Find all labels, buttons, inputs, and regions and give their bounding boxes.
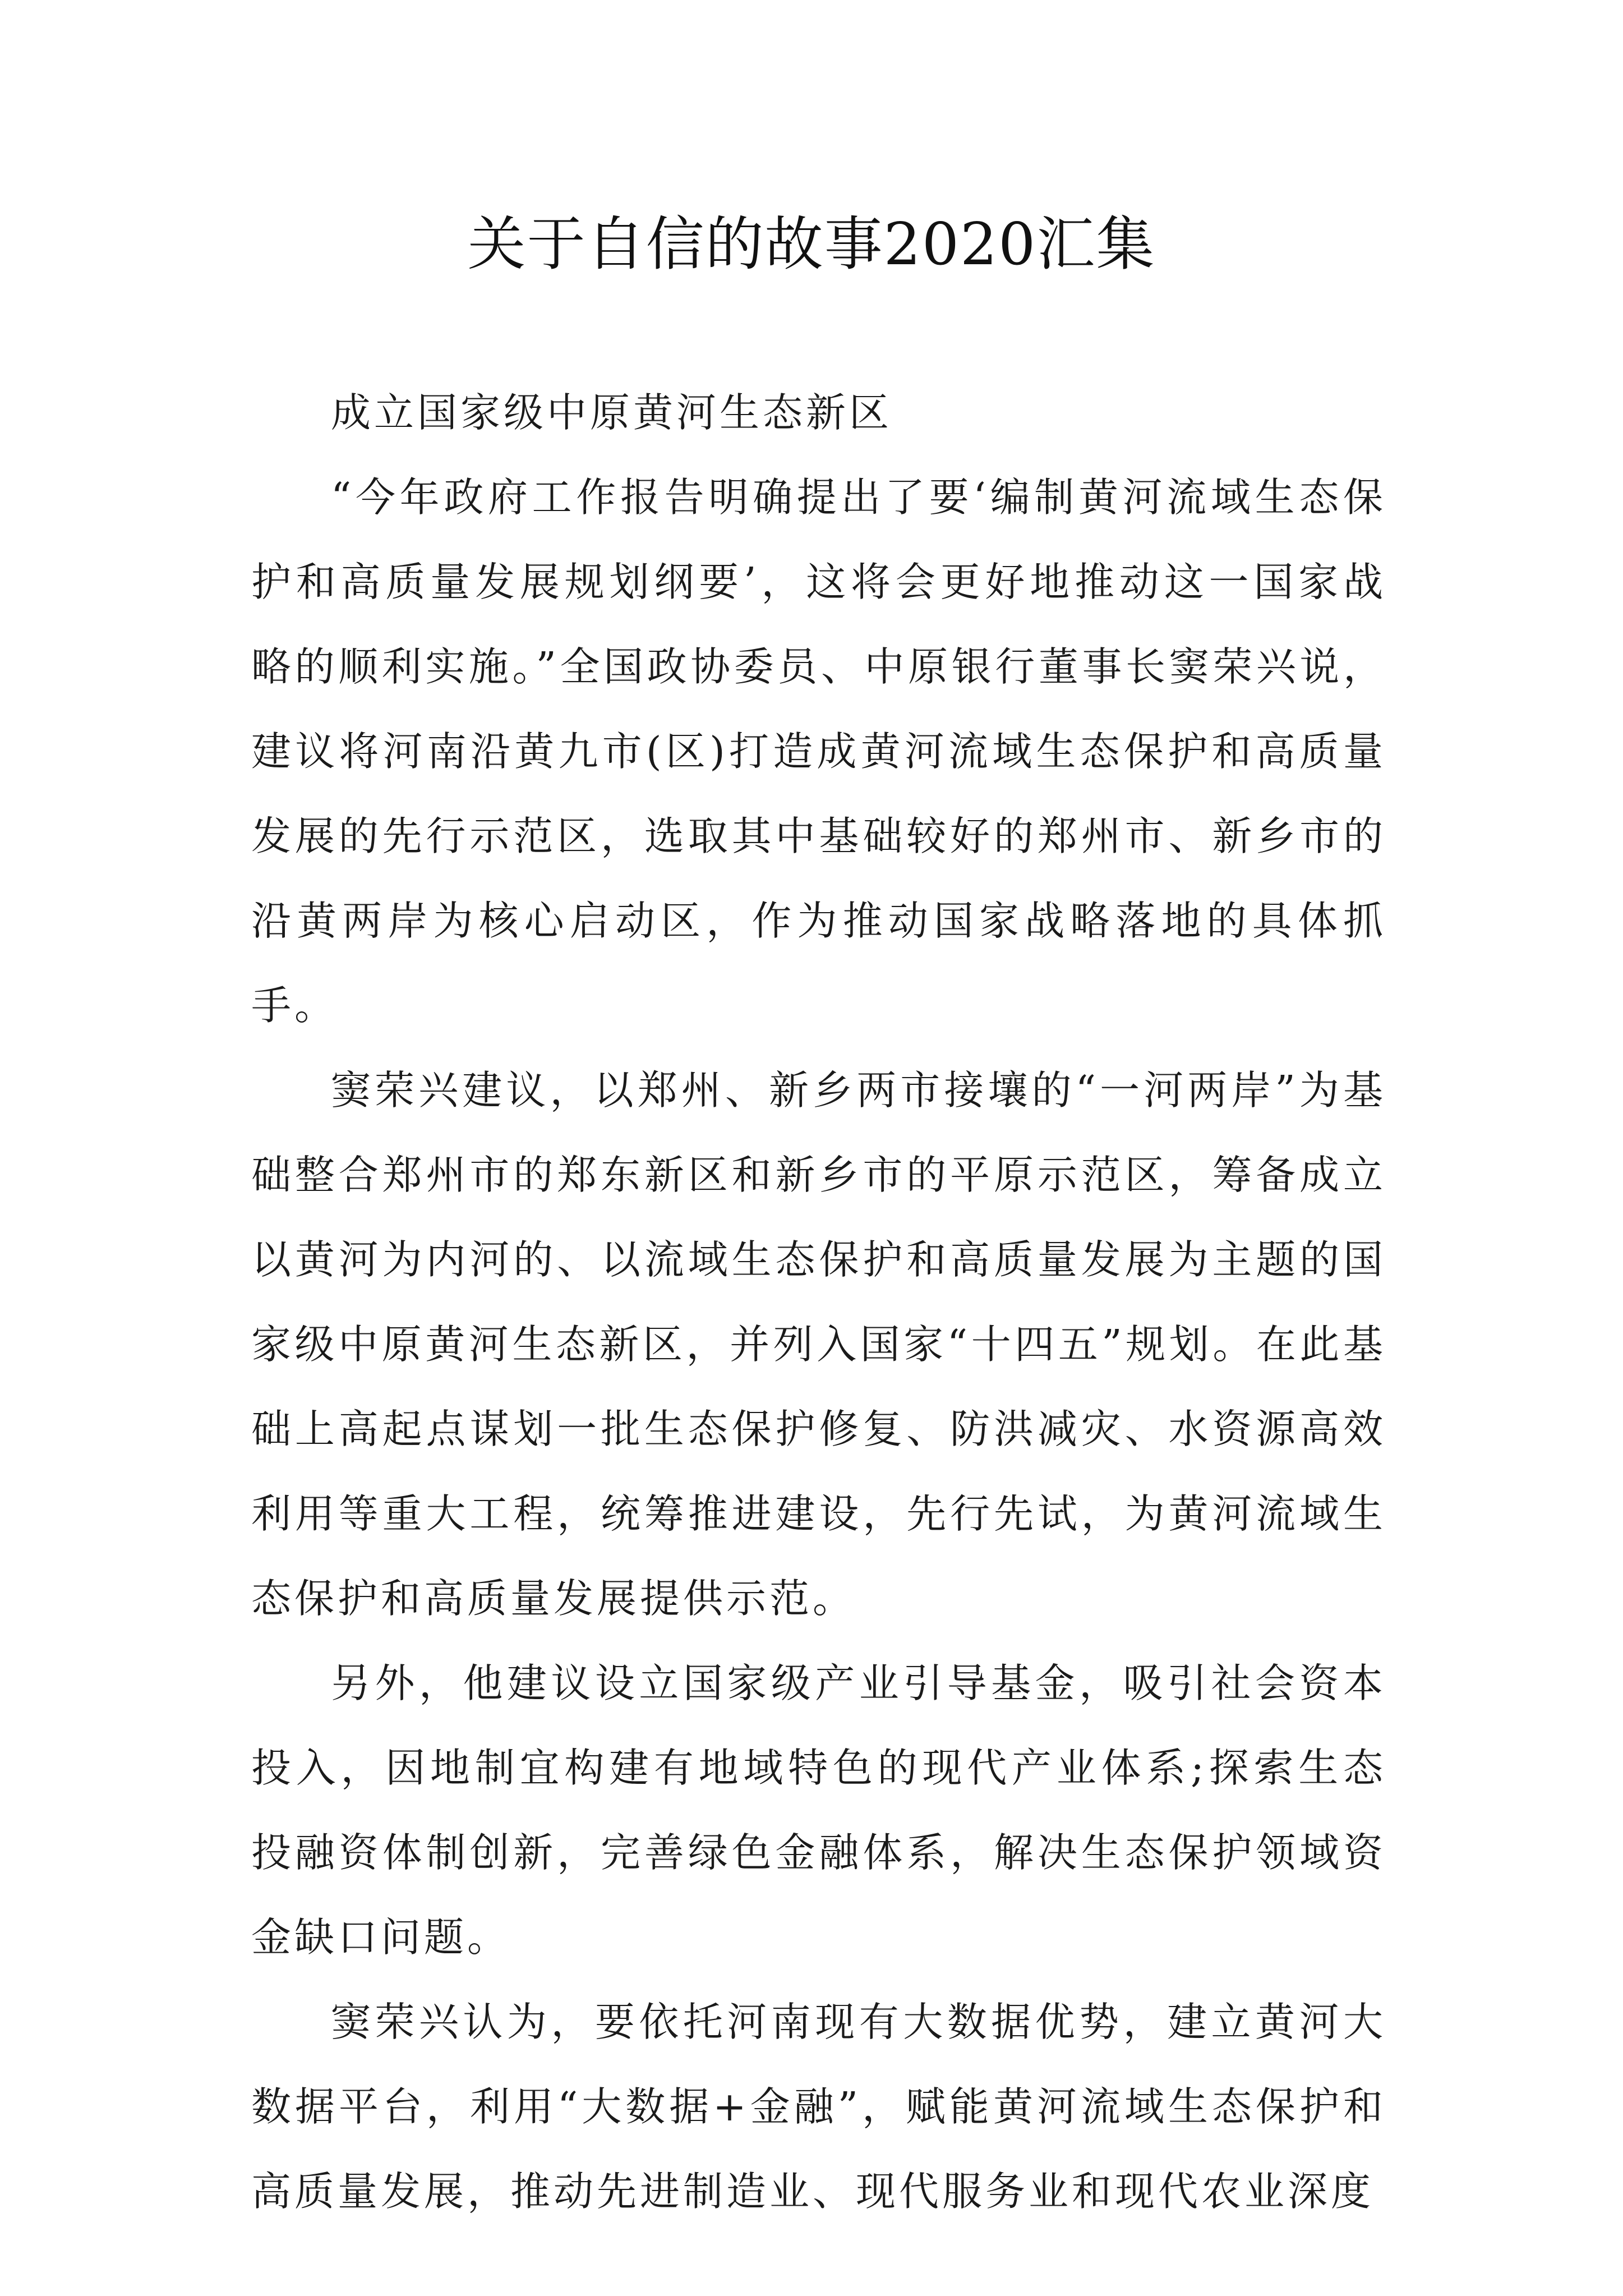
document-title: 关于自信的故事2020汇集 [467, 210, 1156, 278]
paragraph: 窦荣兴建议，以郑州、新乡两市接壤的“一河两岸”为基础整合郑州市的郑东新区和新乡市的平原示范区，筹备成立以黄河为内河的、以流域生态保护和高质量发展为主题的国家级中原黄河生态新区，并列入国家“十四五”规划。在此基础上高起点谋划一批生态保护修复、防洪减灾、水资源高效利用等重大工程，统筹推进建设，先行先试，为黄河流域生态保护和高质量发展提供示范。 [251, 1067, 1386, 1622]
document-body [251, 370, 1386, 2234]
paragraph: 窦荣兴认为，要依托河南现有大数据优势，建立黄河大数据平台，利用“大数据+金融”，赋能黄河流域生态保护和高质量发展，推动先进制造业、现代服务业和现代农业深度 [251, 1999, 1386, 2215]
paragraph: 成立国家级中原黄河生态新区 [331, 389, 893, 436]
paragraph: “今年政府工作报告明确提出了要‘编制黄河流域生态保护和高质量发展规划纲要’，这将会更好地推动这一国家战略的顺利实施。”全国政协委员、中原银行董事长窦荣兴说，建议将河南沿黄九市(区)打造成黄河流域生态保护和高质量发展的先行示范区，选取其中基础较好的郑州市、新乡市的沿黄两岸为核心启动区，作为推动国家战略落地的具体抓手。 [251, 474, 1386, 1029]
paragraph: 另外，他建议设立国家级产业引导基金，吸引社会资本投入，因地制宜构建有地域特色的现代产业体系;探索生态投融资体制创新，完善绿色金融体系，解决生态保护领域资金缺口问题。 [251, 1660, 1386, 1961]
